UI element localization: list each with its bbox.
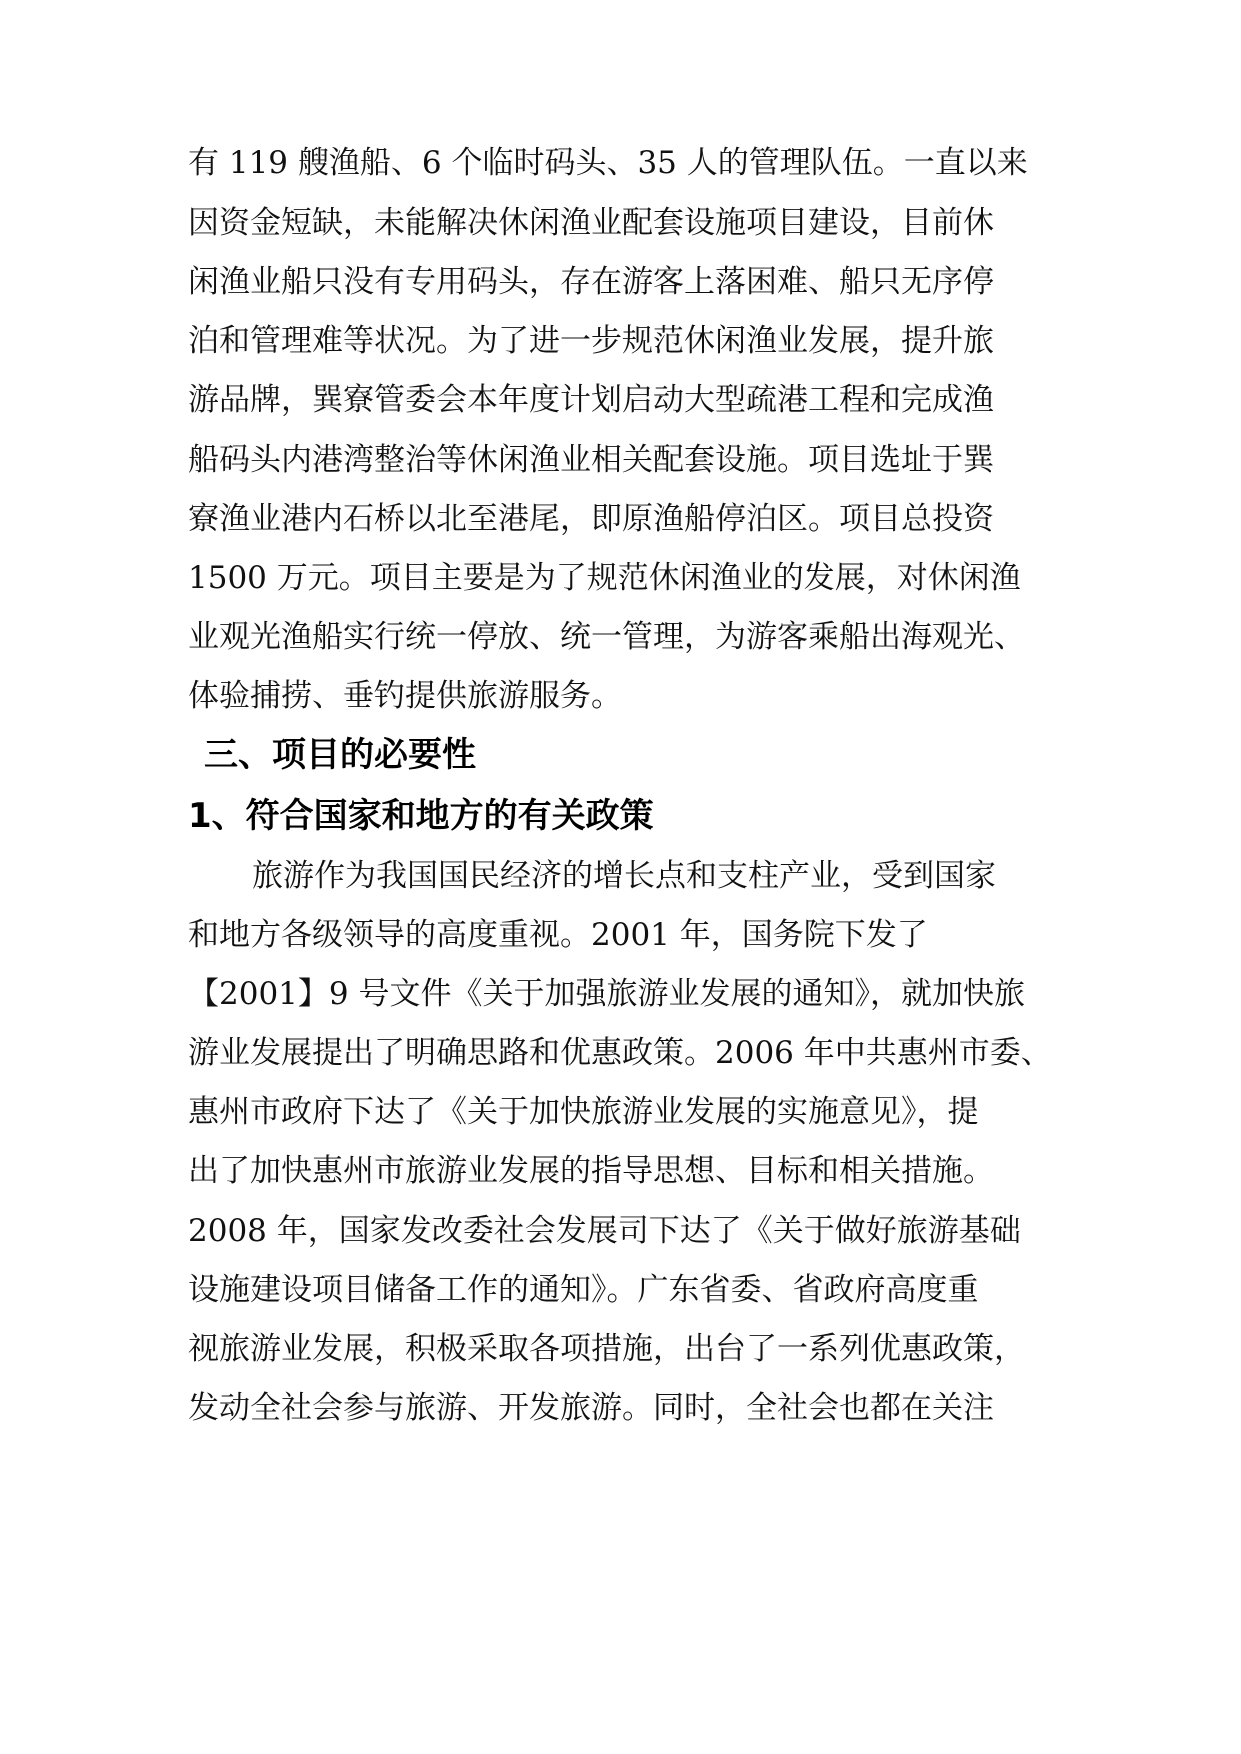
paragraph-2-line-8: 设施建设项目储备工作的通知》。广东省委、省政府高度重 [188, 1272, 979, 1308]
paragraph-2-line-7: 2008 年，国家发改委社会发展司下达了《关于做好旅游基础 [188, 1213, 1021, 1249]
subsection-heading: 1、符合国家和地方的有关政策 [188, 796, 654, 836]
section-heading: 三、项目的必要性 [204, 735, 476, 775]
paragraph-1-line-10: 体验捕捞、垂钓提供旅游服务。 [188, 678, 622, 714]
paragraph-2-line-5: 惠州市政府下达了《关于加快旅游业发展的实施意见》，提 [188, 1094, 979, 1130]
paragraph-2-line-6: 出了加快惠州市旅游业发展的指导思想、目标和相关措施。 [188, 1153, 994, 1189]
paragraph-1-line-3: 闲渔业船只没有专用码头，存在游客上落困难、船只无序停 [188, 264, 994, 300]
paragraph-2-line-1: 旅游作为我国国民经济的增长点和支柱产业，受到国家 [252, 858, 996, 894]
paragraph-2-line-4: 游业发展提出了明确思路和优惠政策。2006 年中共惠州市委、 [188, 1035, 1052, 1071]
paragraph-1-line-9: 业观光渔船实行统一停放、统一管理，为游客乘船出海观光、 [188, 619, 1025, 655]
paragraph-1-line-1: 有 119 艘渔船、6 个临时码头、35 人的管理队伍。一直以来 [188, 145, 1028, 181]
paragraph-1-line-8: 1500 万元。项目主要是为了规范休闲渔业的发展，对休闲渔 [188, 560, 1021, 596]
paragraph-1-line-5: 游品牌，巽寮管委会本年度计划启动大型疏港工程和完成渔 [188, 382, 994, 418]
paragraph-1-line-4: 泊和管理难等状况。为了进一步规范休闲渔业发展，提升旅 [188, 323, 994, 359]
paragraph-2-line-9: 视旅游业发展，积极采取各项措施，出台了一系列优惠政策， [188, 1331, 1025, 1367]
paragraph-2-line-10: 发动全社会参与旅游、开发旅游。同时，全社会也都在关注 [188, 1390, 994, 1426]
paragraph-1-line-6: 船码头内港湾整治等休闲渔业相关配套设施。项目选址于巽 [188, 442, 994, 478]
paragraph-1-line-7: 寮渔业港内石桥以北至港尾，即原渔船停泊区。项目总投资 [188, 501, 994, 537]
paragraph-1-line-2: 因资金短缺，未能解决休闲渔业配套设施项目建设，目前休 [188, 205, 994, 241]
paragraph-2-line-2: 和地方各级领导的高度重视。2001 年，国务院下发了 [188, 917, 928, 953]
paragraph-2-line-3: 【2001】9 号文件《关于加强旅游业发展的通知》，就加快旅 [188, 976, 1025, 1012]
